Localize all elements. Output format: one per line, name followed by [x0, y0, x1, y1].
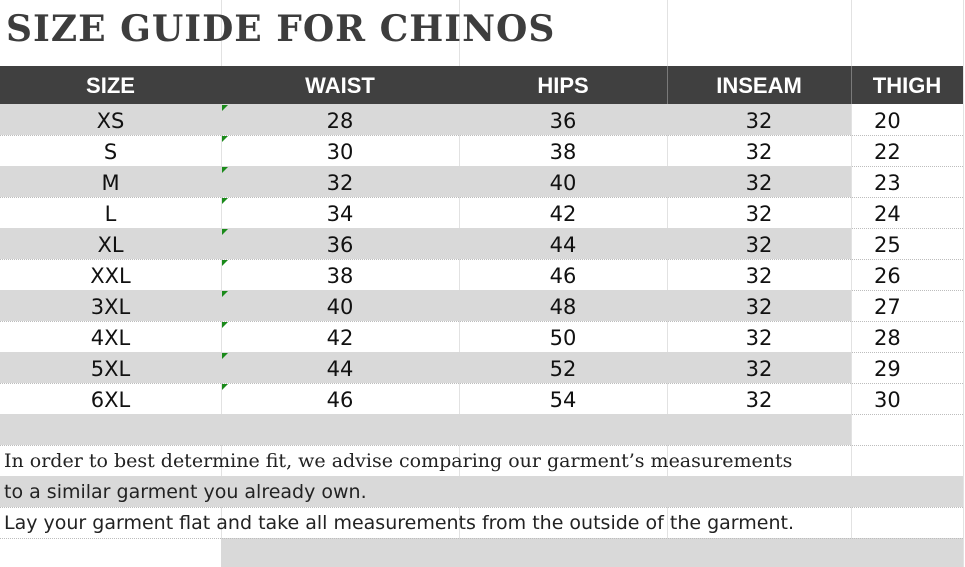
- column-header-thigh[interactable]: THIGH: [872, 73, 942, 98]
- comment-indicator-icon[interactable]: [222, 105, 228, 111]
- row-divider: [0, 445, 963, 447]
- column-header-hips[interactable]: HIPS: [537, 73, 589, 98]
- cell-inseam[interactable]: 32: [745, 140, 773, 164]
- column-header-waist[interactable]: WAIST: [305, 73, 375, 98]
- cell-hips[interactable]: 48: [549, 295, 577, 319]
- cell-inseam[interactable]: 32: [745, 171, 773, 195]
- column-header-inseam[interactable]: INSEAM: [716, 73, 802, 98]
- cell-hips[interactable]: 54: [549, 388, 577, 412]
- comment-indicator-icon[interactable]: [222, 167, 228, 173]
- cell-size[interactable]: XS: [96, 109, 125, 133]
- cell-inseam[interactable]: 32: [745, 264, 773, 288]
- cell-size[interactable]: S: [103, 140, 118, 164]
- table-row: [0, 197, 963, 228]
- cell-thigh[interactable]: 24: [874, 202, 901, 226]
- cell-waist[interactable]: 28: [326, 109, 354, 133]
- comment-indicator-icon[interactable]: [222, 229, 228, 235]
- cell-hips[interactable]: 52: [549, 357, 577, 381]
- cell-waist[interactable]: 36: [326, 233, 354, 257]
- cell-size[interactable]: 4XL: [90, 326, 131, 350]
- table-row: [0, 135, 963, 166]
- cell-waist[interactable]: 40: [326, 295, 354, 319]
- cell-thigh[interactable]: 23: [874, 171, 901, 195]
- cell-inseam[interactable]: 32: [745, 109, 773, 133]
- comment-indicator-icon[interactable]: [222, 198, 228, 204]
- cell-size[interactable]: 3XL: [90, 295, 131, 319]
- cell-waist[interactable]: 42: [326, 326, 354, 350]
- cell-hips[interactable]: 46: [549, 264, 577, 288]
- fit-advice-note-line-2: to a similar garment you already own.: [4, 481, 367, 503]
- cell-waist[interactable]: 46: [326, 388, 354, 412]
- cell-waist[interactable]: 30: [326, 140, 354, 164]
- page-title: SIZE GUIDE FOR CHINOS: [6, 8, 556, 50]
- row-divider: [0, 507, 963, 509]
- table-row: [0, 104, 901, 135]
- cell-inseam[interactable]: 32: [745, 357, 773, 381]
- cell-hips[interactable]: 50: [549, 326, 577, 350]
- cell-size[interactable]: 5XL: [90, 357, 131, 381]
- cell-hips[interactable]: 40: [549, 171, 577, 195]
- comment-indicator-icon[interactable]: [222, 353, 228, 359]
- cell-inseam[interactable]: 32: [745, 388, 773, 412]
- measuring-instruction-note: Lay your garment flat and take all measurements from the outside of the garment.: [4, 512, 794, 534]
- cell-thigh[interactable]: 22: [874, 140, 901, 164]
- cell-inseam[interactable]: 32: [745, 233, 773, 257]
- comment-indicator-icon[interactable]: [222, 291, 228, 297]
- cell-size[interactable]: 6XL: [90, 388, 131, 412]
- fit-advice-note-line-1: In order to best determine fit, we advise comparing our garment’s measurements: [4, 450, 793, 472]
- comment-indicator-icon[interactable]: [222, 322, 228, 328]
- cell-thigh[interactable]: 27: [874, 295, 901, 319]
- table-row: [0, 383, 963, 414]
- table-row: [0, 352, 901, 383]
- cell-thigh[interactable]: 29: [874, 357, 901, 381]
- gridline: [963, 0, 964, 567]
- cell-hips[interactable]: 36: [549, 109, 577, 133]
- table-row: [0, 290, 901, 321]
- cell-hips[interactable]: 44: [549, 233, 577, 257]
- cell-inseam[interactable]: 32: [745, 326, 773, 350]
- cell-waist[interactable]: 38: [326, 264, 354, 288]
- cell-hips[interactable]: 38: [549, 140, 577, 164]
- comment-indicator-icon[interactable]: [222, 384, 228, 390]
- cell-thigh[interactable]: 30: [874, 388, 901, 412]
- blank-row-band: [221, 538, 963, 567]
- cell-thigh[interactable]: 26: [874, 264, 901, 288]
- table-row: [0, 321, 963, 352]
- header-divider: [667, 66, 668, 104]
- cell-hips[interactable]: 42: [549, 202, 577, 226]
- cell-size[interactable]: XL: [97, 233, 124, 257]
- cell-inseam[interactable]: 32: [745, 295, 773, 319]
- cell-waist[interactable]: 32: [326, 171, 354, 195]
- cell-thigh[interactable]: 20: [874, 109, 901, 133]
- comment-indicator-icon[interactable]: [222, 136, 228, 142]
- table-row: [0, 166, 901, 197]
- cell-size[interactable]: L: [104, 202, 117, 226]
- header-divider: [851, 66, 852, 104]
- cell-thigh[interactable]: 28: [874, 326, 901, 350]
- comment-indicator-icon[interactable]: [222, 260, 228, 266]
- cell-inseam[interactable]: 32: [745, 202, 773, 226]
- table-row: [0, 228, 901, 259]
- cell-waist[interactable]: 34: [326, 202, 354, 226]
- blank-row-band: [0, 414, 851, 445]
- cell-waist[interactable]: 44: [326, 357, 354, 381]
- column-header-size[interactable]: SIZE: [86, 73, 135, 98]
- table-row: [0, 259, 963, 290]
- cell-size[interactable]: XXL: [90, 264, 131, 288]
- table-header: [0, 66, 963, 104]
- cell-size[interactable]: M: [101, 171, 120, 195]
- cell-thigh[interactable]: 25: [874, 233, 901, 257]
- row-divider: [0, 538, 963, 540]
